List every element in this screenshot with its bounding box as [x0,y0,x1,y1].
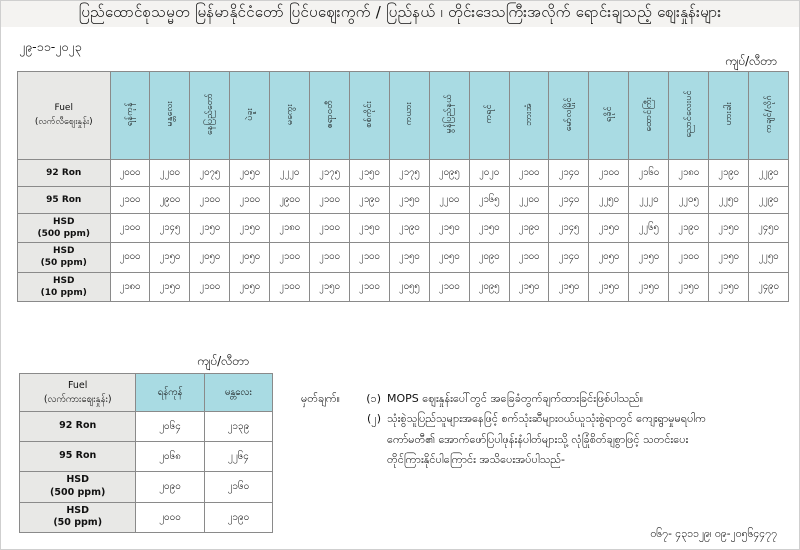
table-row [18,187,789,214]
table-row [18,243,789,272]
fuel-header-line2: (လက်လီဈေးနှုန်း) [34,116,93,127]
row-label-line2: (500 ppm) [50,486,106,498]
row-label-line2: (50 ppm) [40,258,87,269]
price-cell: ၂၁၀၀ [509,160,549,187]
document-title-bar [1,1,799,27]
price-cell: ၂၁၅၀ [150,243,190,272]
contact-phone-numbers: ၀၆၇- ၄၃၁၁၂၉၊ ၀၉-၂၀၅၆၄၄၇၇ [650,528,777,540]
row-label-line1: 95 Ron [59,450,97,462]
price-cell: ၂၉၀၀ [150,187,190,214]
wholesale-price-table-wrap [19,373,273,533]
column-header-3 [230,72,270,160]
price-cell: ၂၁၄၀ [549,243,589,272]
price-cell: ၂၀၇၅ [190,160,230,187]
small-column-header-0: ရန်ကုန် [136,374,204,412]
price-cell: ၂၀၀၀ [136,502,204,533]
row-label [20,502,136,533]
table-header-row [18,72,789,160]
note-number: (၁) [366,392,381,405]
notes-label: မှတ်ချက်။ [301,392,341,405]
price-cell: ၂၁၀၀ [310,214,350,243]
price-cell: ၂၁၄၀ [549,160,589,187]
column-header-label: မန္တလေး [164,101,175,127]
retail-price-table [17,71,789,302]
column-header-10 [509,72,549,160]
note-label-spacer [301,409,361,429]
price-cell: ၂၁၅၀ [589,272,629,301]
price-cell: ၂၀၅၀ [230,243,270,272]
price-cell: ၂၁၇၅ [389,160,429,187]
price-cell: ၂၁၅၀ [349,160,389,187]
price-cell: ၂၁၇၅ [310,160,350,187]
row-label [18,214,111,243]
price-cell: ၂၁၅၀ [669,272,709,301]
table-row [20,412,273,442]
price-cell: ၂၂၉၀ [749,160,789,187]
price-cell: ၂၂၂၀ [629,187,669,214]
price-cell: ၂၁၅၀ [469,214,509,243]
table-row [20,472,273,503]
unit-label-lower: ကျပ်/လီတာ [197,354,250,368]
row-label-line1: 92 Ron [59,420,97,432]
price-cell: ၂၁၅၀ [629,243,669,272]
price-cell: ၂၁၉၀ [709,160,749,187]
price-cell: ၂၁၀၀ [190,272,230,301]
price-cell: ၂၁၀၀ [270,272,310,301]
price-cell: ၂၀၉၅ [469,272,509,301]
note-item [301,409,781,429]
price-cell: ၂၀၉၀ [469,243,509,272]
price-cell: ၂၁၅၀ [310,272,350,301]
column-header-label: ညောင်လေးပင် [683,90,694,138]
column-header-9 [469,72,509,160]
price-cell: ၂၁၀၀ [589,160,629,187]
page-title: ပြည်ထောင်စုသမ္မတ မြန်မာနိုင်ငံတော် ပြင်ပဈေးကွက် / ပြည်နယ် ၊ တိုင်းဒေသကြီးအလိုက် ရောင်းချသည့် စျေးနှုန်းများ [78,3,722,21]
table-row [18,272,789,301]
column-header-label: ရခိုင် [603,106,614,122]
price-cell: ၂၁၅၀ [389,187,429,214]
row-label [18,187,111,214]
row-label-line1: HSD [53,217,75,227]
price-cell: ၂၁၅၀ [549,272,589,301]
price-cell: ၂၁၅၀ [709,243,749,272]
price-cell: ၂၁၅၀ [509,272,549,301]
price-cell: ၂၁၀၀ [349,272,389,301]
price-cell: ၂၁၀၀ [110,214,150,243]
fuel-header-line1: Fuel [54,103,73,114]
column-header-label: မော်လမြိုင် [563,97,574,131]
row-label-line1: 92 Ron [46,167,82,178]
table-row [20,502,273,533]
price-cell: ၂၁၉၀ [349,187,389,214]
price-cell: ၂၁၅၀ [429,214,469,243]
price-cell: ၂၁၅၀ [709,214,749,243]
price-cell: ၂၀၅၀ [190,243,230,272]
notes-section [301,389,781,470]
small-table-header-row [20,374,273,412]
price-cell: ၂၀၆၄ [136,412,204,442]
column-header-label: ဟားခါး [723,102,734,126]
price-cell: ၂၀၅၀ [429,243,469,272]
price-cell: ၂၁၀၀ [230,187,270,214]
column-header-label: ကချင်/လိုဂ် [763,95,774,133]
price-cell: ၂၁၀၀ [110,187,150,214]
row-label [20,442,136,472]
price-cell: ၂၁၀၀ [429,272,469,301]
row-label [18,272,111,301]
row-label-line1: HSD [66,474,90,485]
price-cell: ၂၁၅၀ [709,272,749,301]
note-number: (၂) [367,412,381,426]
price-cell: ၂၂၂၀ [270,160,310,187]
column-header-label: နေပြည်တော် [204,93,215,135]
column-header-label: ပဲခူး [244,107,255,121]
note-text: သုံးစွဲသူပြည်သူများအနေဖြင့် စက်သုံးဆီများဝယ်ယူသုံးစွဲရာတွင် ကျေးရွာမှုမရပါက [387,412,707,426]
price-cell: ၂၁၄၀ [549,187,589,214]
row-label-line2: (500 ppm) [37,229,90,240]
price-cell: ၂၁၅၀ [230,214,270,243]
price-cell: ၂၁၆၅ [469,187,509,214]
column-header-12 [589,72,629,160]
small-fuel-header-line1: Fuel [67,380,88,392]
column-header-label: ထောင်ကြီး [643,96,654,132]
note-continuation: ကော်မတီ၏ အောက်ဖော်ပြပါဖုန်းနံပါတ်များသို့ လုံခြုံစိတ်ချစွာဖြင့် သတင်းပေး [387,432,689,446]
price-cell: ၂၁၅၀ [190,214,230,243]
price-cell: ၂၂၉၀ [749,187,789,214]
retail-price-table-wrap [17,71,789,302]
column-header-0 [110,72,150,160]
price-cell: ၂၁၅၀ [629,272,669,301]
column-header-label: ရန်ကုန် [124,102,135,126]
price-cell: ၂၀၀၀ [110,160,150,187]
note-text: MOPS ဈေးနှုန်းပေါ်တွင် အခြေခံတွက်ချက်ထားခြင်းဖြစ်ပါသည်။ [387,392,644,405]
price-cell: ၂၁၄၅ [150,214,190,243]
row-label [18,243,111,272]
price-cell: ၂၀၉၅ [429,160,469,187]
price-cell: ၂၁၈၀ [270,214,310,243]
column-header-label: ဧရာဝတီ [324,99,335,129]
column-header-11 [549,72,589,160]
price-cell: ၂၂၀၀ [150,160,190,187]
price-cell: ၂၄၅၀ [749,214,789,243]
price-cell: ၂၁၉၀ [669,214,709,243]
row-label [18,160,111,187]
price-cell: ၂၁၀၀ [310,243,350,272]
price-cell: ၂၁၀၀ [669,243,709,272]
column-header-6 [349,72,389,160]
column-header-label: မကွေး [284,103,295,125]
price-cell: ၂၂၀၀ [429,187,469,214]
column-header-4 [270,72,310,160]
price-cell: ၂၁၀၀ [190,187,230,214]
small-column-header-1: မန္တလေး [204,374,272,412]
price-cell: ၂၁၉၀ [204,502,272,533]
price-cell: ၂၁၆၀ [204,472,272,503]
column-header-13 [629,72,669,160]
price-cell: ၂၁၅၀ [389,243,429,272]
row-label-line1: HSD [66,504,90,516]
column-header-label: ကယား [404,102,415,126]
price-cell: ၂၉၀၀ [270,187,310,214]
price-cell: ၂၁၄၅ [549,214,589,243]
column-header-16 [749,72,789,160]
table-row [18,160,789,187]
price-cell: ၂၁၉၀ [509,214,549,243]
price-cell: ၂၀၀၀ [110,243,150,272]
column-header-14 [669,72,709,160]
small-fuel-header-line2: (လက်ကားဈေးနှုန်း) [43,393,112,405]
note-continuation: တိုင်ကြားနိုင်ပါကြောင်း အသိပေးအပ်ပါသည်- [387,453,565,467]
note-item [301,389,781,409]
column-header-7 [389,72,429,160]
row-label [20,412,136,442]
price-cell: ၂၁၉၀ [389,214,429,243]
unit-label-top: ကျပ်/လီတာ [724,54,777,68]
price-cell: ၂၂၀၀ [509,187,549,214]
price-cell: ၂၀၉၀ [136,472,204,503]
price-cell: ၂၂၅၀ [709,187,749,214]
table-row [18,214,789,243]
price-cell: ၂၂၅၀ [749,243,789,272]
fuel-column-header [18,72,111,160]
column-header-label: ကရင် [484,104,495,124]
price-cell: ၂၂၆၅ [629,214,669,243]
price-cell: ၂၁၈၀ [669,160,709,187]
price-cell: ၂၂၅၀ [589,187,629,214]
price-cell: ၂၁၅၀ [150,272,190,301]
column-header-5 [310,72,350,160]
price-cell: ၂၂၆၄ [204,442,272,472]
price-cell: ၂၀၅၀ [230,272,270,301]
row-label-line2: (10 ppm) [40,287,87,298]
wholesale-price-table [19,373,273,533]
row-label-line1: HSD [53,246,75,257]
row-label-line2: (50 ppm) [53,517,103,529]
report-date: ၂၉-၁၁-၂၀၂၃ [19,39,82,54]
price-cell: ၂၁၀၀ [509,243,549,272]
price-cell: ၂၀၅၅ [389,272,429,301]
price-cell: ၂၁၀၀ [270,243,310,272]
column-header-label: စစ်ကိုင်း [364,100,375,128]
column-header-8 [429,72,469,160]
price-cell: ၂၁၅၀ [349,214,389,243]
price-cell: ၂၂၀၅ [669,187,709,214]
price-cell: ၂၄၉၀ [749,272,789,301]
price-cell: ၂၀၆၈ [136,442,204,472]
price-cell: ၂၀၅၀ [230,160,270,187]
column-header-1 [150,72,190,160]
table-row [20,442,273,472]
row-label-line1: HSD [53,275,75,286]
price-cell: ၂၁၅၀ [589,214,629,243]
column-header-15 [709,72,749,160]
price-cell: ၂၁၀၀ [310,187,350,214]
price-cell: ၂၁၆၀ [629,160,669,187]
small-fuel-column-header [20,374,136,412]
price-cell: ၂၀၅၀ [589,243,629,272]
column-header-label: ဘားအံ [524,102,535,126]
price-cell: ၂၀၂၀ [469,160,509,187]
row-label-line1: 95 Ron [46,194,82,205]
price-cell: ၂၁၃၉ [204,412,272,442]
column-header-2 [190,72,230,160]
row-label [20,472,136,503]
price-cell: ၂၁၀၀ [349,243,389,272]
price-cell: ၂၁၈၀ [110,272,150,301]
column-header-label: မွန်ပြည်နယ် [444,94,455,134]
